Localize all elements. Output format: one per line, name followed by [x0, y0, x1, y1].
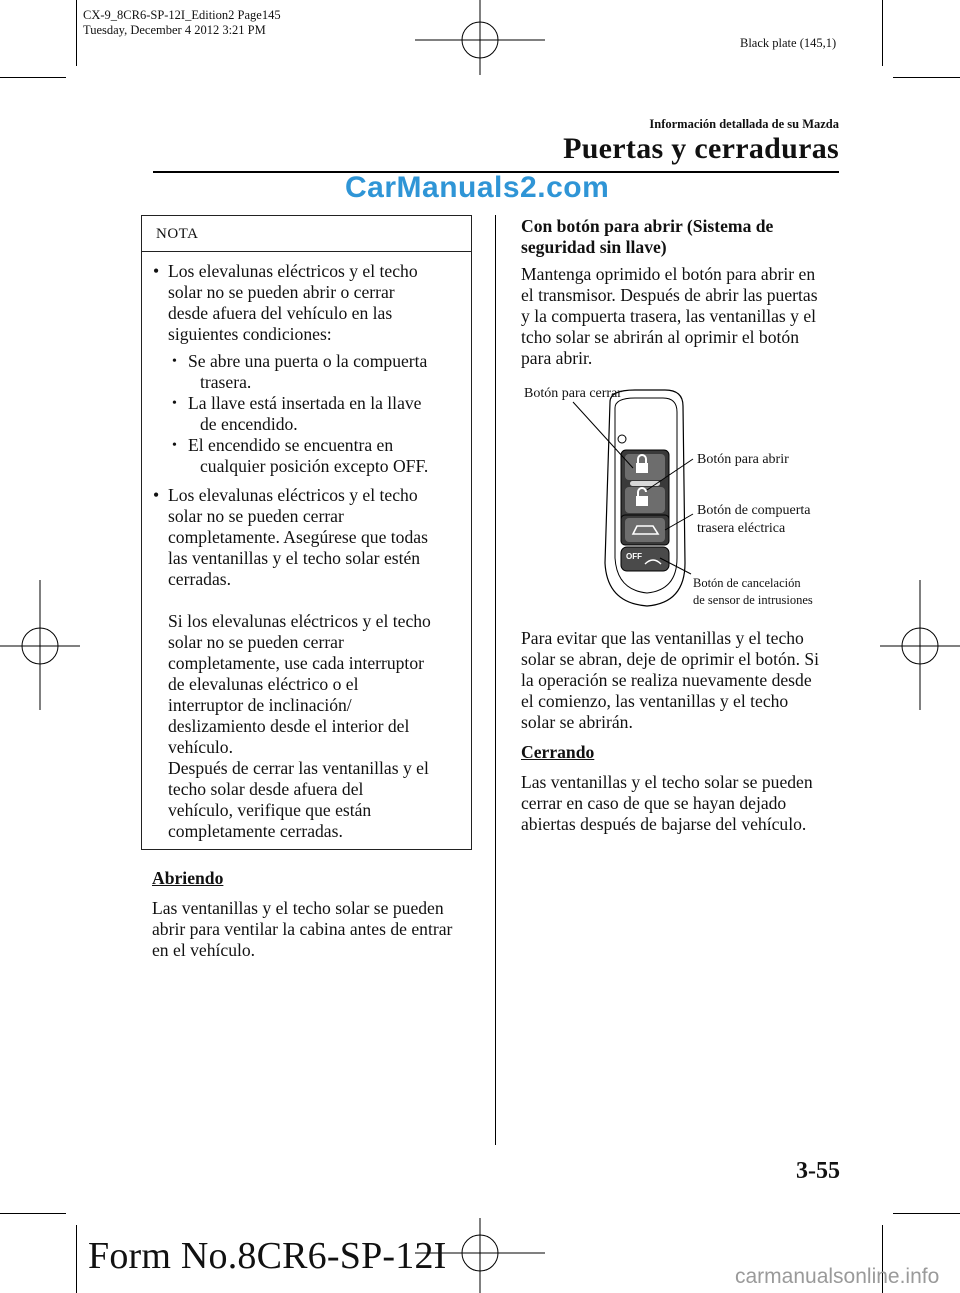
note-text: de elevalunas eléctrico o el [168, 674, 359, 694]
heading-cerrando: Cerrando [521, 742, 595, 762]
form-number: Form No.8CR6-SP-12I [88, 1235, 447, 1277]
note-text: • El encendido se encuentra en [188, 435, 394, 455]
note-text: las ventanillas y el techo solar estén [168, 548, 421, 568]
note-text: cualquier posición excepto OFF. [200, 456, 429, 476]
paragraph-line: abiertas después de bajarse del vehículo. [521, 814, 807, 834]
paragraph-line: Las ventanillas y el techo solar se pueden [521, 772, 813, 792]
paragraph-line: el transmisor. Después de abrir las puertas [521, 285, 818, 305]
watermark-top: CarManuals2.com [345, 171, 610, 204]
note-title: NOTA [156, 226, 199, 242]
note-text: deslizamiento desde el interior del [168, 716, 410, 736]
paragraph-line: Para evitar que las ventanillas y el techo [521, 628, 804, 648]
note-text: solar no se pueden cerrar [168, 506, 344, 526]
note-text: siguientes condiciones: [168, 324, 332, 344]
paragraph-line: cerrar en caso de que se hayan dejado [521, 793, 787, 813]
paragraph-line: abrir para ventilar la cabina antes de entrar [152, 919, 453, 939]
note-subbullet-3 [142, 435, 467, 477]
label-line: trasera eléctrica [697, 521, 786, 536]
note-text: Después de cerrar las ventanillas y el [168, 758, 429, 778]
note-text: completamente cerradas. [168, 821, 343, 841]
print-file-line: CX-9_8CR6-SP-12I_Edition2 Page145 [83, 8, 281, 22]
note-separator [142, 251, 471, 252]
note-text: • Los elevalunas eléctricos y el techo [168, 485, 418, 505]
section-title: Puertas y cerraduras [563, 132, 839, 165]
paragraph-mantenga [521, 264, 851, 369]
note-bullet-1 [142, 261, 467, 345]
label-line: de sensor de intrusiones [693, 593, 813, 607]
paragraph-line: solar se abrirán. [521, 712, 633, 732]
label-lock-button: Botón para cerrar [524, 386, 622, 401]
label-line: Botón de compuerta [697, 503, 811, 518]
note-text: solar no se pueden cerrar [168, 632, 344, 652]
note-text: solar no se pueden abrir o cerrar [168, 282, 395, 302]
heading-line: seguridad sin llave) [521, 237, 667, 257]
paragraph-cerrando [521, 772, 851, 835]
note-text: techo solar desde afuera del [168, 779, 364, 799]
label-line: Botón de cancelación [693, 576, 801, 590]
note-text: • La llave está insertada en la llave [188, 393, 422, 413]
note-text: completamente. Asegúrese que todas [168, 527, 428, 547]
paragraph-line: solar se abran, deje de oprimir el botón. Si [521, 649, 820, 669]
note-text: interruptor de inclinación/ [168, 695, 352, 715]
note-content [142, 261, 467, 842]
label-liftgate-button [697, 502, 811, 538]
heading-abriendo: Abriendo [152, 868, 224, 888]
watermark-bottom: carmanualsonline.info [735, 1265, 940, 1288]
paragraph-line: el comienzo, las ventanillas y el techo [521, 691, 789, 711]
page-number: 3-55 [796, 1158, 840, 1184]
heading-line: Con botón para abrir (Sistema de [521, 216, 774, 236]
paragraph-line: para abrir. [521, 348, 593, 368]
paragraph-para-evitar [521, 628, 851, 733]
note-text: vehículo, verifique que están [168, 800, 372, 820]
print-date-line: Tuesday, December 4 2012 3:21 PM [83, 23, 266, 37]
note-subbullet-1 [142, 351, 467, 393]
paragraph-line: Mantenga oprimido el botón para abrir en [521, 264, 816, 284]
note-text: completamente, use cada interruptor [168, 653, 424, 673]
note-text: cerradas. [168, 569, 231, 589]
section-subtitle: Información detallada de su Mazda [649, 117, 839, 131]
note-text: • Se abre una puerta o la compuerta [188, 351, 428, 371]
label-unlock-button: Botón para abrir [697, 452, 789, 467]
note-bullet-2 [142, 485, 467, 842]
heading-boton-abrir [521, 216, 841, 258]
paragraph-line: tcho solar se abrirán al oprimir el botón [521, 327, 799, 347]
paragraph-line: Las ventanillas y el techo solar se pueden [152, 898, 444, 918]
note-text: vehículo. [168, 737, 233, 757]
print-plate: Black plate (145,1) [740, 36, 837, 50]
off-label: OFF [626, 552, 642, 561]
paragraph-abriendo [152, 898, 482, 961]
paragraph-line: en el vehículo. [152, 940, 256, 960]
paragraph-line: la operación se realiza nuevamente desde [521, 670, 812, 690]
note-text: Si los elevalunas eléctricos y el techo [168, 611, 431, 631]
note-text: • Los elevalunas eléctricos y el techo [168, 261, 418, 281]
note-text: de encendido. [200, 414, 298, 434]
note-box [141, 215, 472, 850]
paragraph-line: y la compuerta trasera, las ventanillas y el [521, 306, 817, 326]
column-divider [495, 215, 496, 1145]
note-text: desde afuera del vehículo en las [168, 303, 393, 323]
note-text: trasera. [200, 372, 252, 392]
note-subbullet-2 [142, 393, 467, 435]
label-cancel-sensor-button [693, 575, 813, 609]
